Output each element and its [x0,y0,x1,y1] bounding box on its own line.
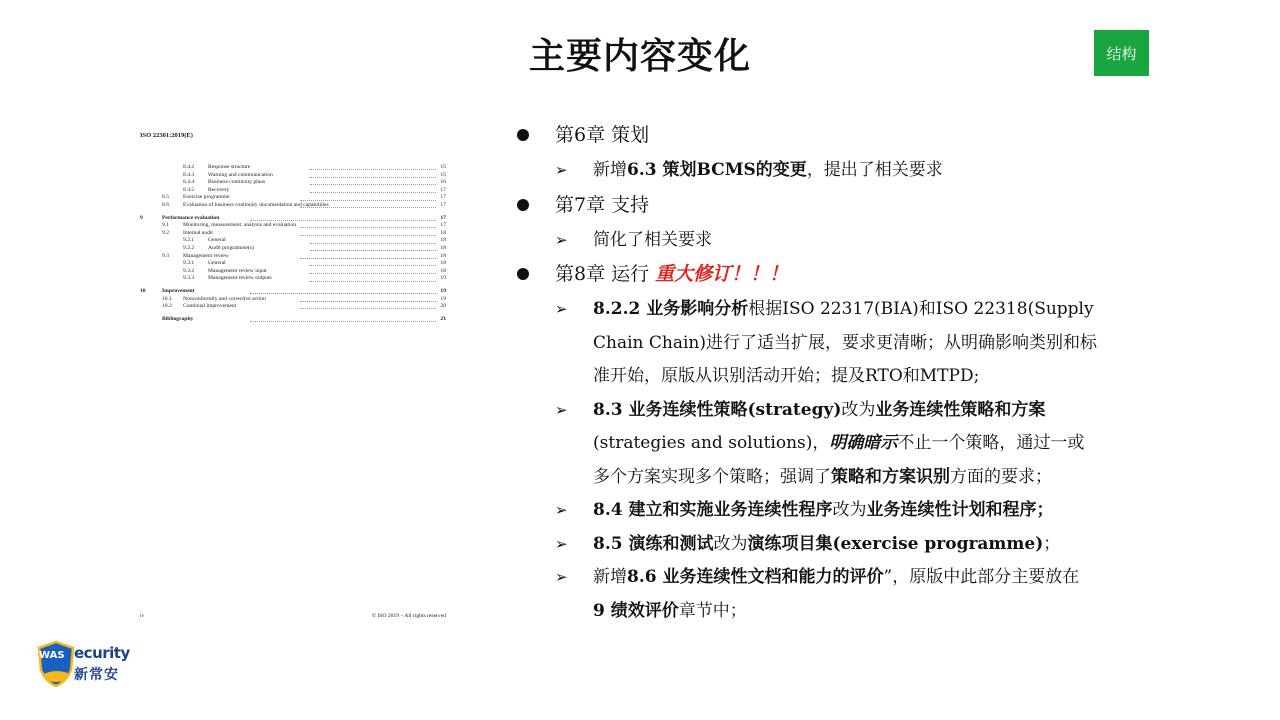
toc-row [140,230,446,238]
toc-number: 8.6 [162,201,169,208]
logo-shield-text: WAS [39,650,65,661]
arrow-bullet-icon: ➢ [555,161,568,179]
iso-document-thumbnail [140,128,446,628]
toc-number: 8.4.3 [183,171,195,178]
toc-leader-dots [310,281,436,282]
toc-page: 18 [440,229,446,236]
toc-number: 10.2 [162,303,172,310]
toc-title: General [208,260,226,267]
toc-page: 15 [440,171,446,178]
toc-number: 9.3.2 [183,267,195,274]
wasecurity-logo [36,640,136,688]
toc-title: Monitoring, measurement, analysis and evaluation [183,222,297,229]
structure-tag[interactable]: 结构 [1094,30,1149,76]
sub-bullet-8-5: ➢ 8.5 演练和测试改为演练项目集(exercise programme)； [515,528,1155,562]
arrow-bullet-icon: ➢ [555,300,568,318]
toc-leader-dots [300,227,436,228]
toc-leader-dots [300,200,436,201]
toc-row [140,164,446,172]
sub-bullet-8-3: ➢ 8.3 业务连续性策略(strategy)改为业务连续性策略和方案 (strategies and solutions)，明确暗示不止一个策略，通过一或 多个方案实现多个策略；强调了策略和方案识别方面的要求； [515,394,1155,495]
toc-leader-dots [300,235,436,236]
toc-leader-dots [250,220,436,221]
toc-row [140,202,446,210]
toc-title: Continual improvement [183,303,237,310]
doc-header: ISO 22301:2019(E) [140,132,193,139]
bullet-ch7: 第7章 支持 [515,188,1155,224]
toc-leader-dots [310,265,436,266]
toc-page: 18 [440,267,446,274]
bullet-ch6: 第6章 策划 [515,118,1155,154]
toc-leader-dots [300,258,436,259]
toc-leader-dots [250,321,436,322]
toc-page: 19 [440,295,446,302]
sub-bullet-8-2-2: ➢ 8.2.2 业务影响分析根据ISO 22317(BIA)和ISO 22318(Supply Chain Chain)进行了适当扩展，要求更清晰；从明确影响类别和标 准开始，原版从识别活动开始；提及RTO和MTPD; [515,293,1155,394]
arrow-bullet-icon: ➢ [555,568,568,586]
toc-number: 9.3.1 [183,260,195,267]
toc-title: Performance evaluation [162,214,220,221]
toc-title: Improvement [162,287,195,294]
toc-page: 18 [440,244,446,251]
toc-row [140,296,446,304]
arrow-bullet-icon: ➢ [555,400,568,419]
toc-page: 19 [440,287,446,294]
toc-number: 9.2.1 [183,237,195,244]
toc-row [140,179,446,187]
toc-title: Exercise programme [183,194,230,201]
toc-number: 10.1 [162,295,172,302]
toc-leader-dots [250,293,436,294]
sub-bullet-8-4: ➢ 8.4 建立和实施业务连续性程序改为业务连续性计划和程序； [515,494,1155,528]
toc-page: 21 [440,315,446,322]
bullet-dot-icon [517,268,529,280]
toc-number: 8.4.4 [183,179,195,186]
doc-toc [140,164,446,323]
sub-bullet-7: ➢ 简化了相关要求 [515,224,1155,258]
toc-page: 17 [440,186,446,193]
toc-row [140,316,446,324]
arrow-bullet-icon: ➢ [555,501,568,519]
toc-title: Management review input [208,267,267,274]
bullet-dot-icon [517,129,529,141]
toc-leader-dots [310,169,436,170]
toc-row [140,275,446,283]
toc-number: 9.3.3 [183,275,195,282]
toc-title: Audit programme(s) [208,244,254,251]
sub-bullet-6-3: ➢ 新增6.3 策划BCMS的变更，提出了相关要求 [515,154,1155,188]
change-list [515,118,1155,628]
toc-leader-dots [300,301,436,302]
toc-leader-dots [310,177,436,178]
major-revision-emphasis: 重大修订！！！ [655,263,789,285]
toc-page: 18 [440,252,446,259]
toc-page: 17 [440,201,446,208]
logo-text: ecurity [74,644,130,662]
shield-icon [36,640,76,688]
toc-title: Management review outputs [208,275,272,282]
toc-row [140,194,446,202]
toc-row [140,268,446,276]
toc-number: 8.4.2 [183,164,195,170]
slide-title: 主要内容变化 [528,36,751,77]
toc-page: 19 [440,275,446,282]
toc-row [140,253,446,261]
toc-title: Warning and communication [208,171,273,178]
logo-chinese: 新常安 [74,667,119,683]
toc-leader-dots [310,243,436,244]
toc-row [140,260,446,268]
toc-number: 9.2.2 [183,244,195,251]
toc-number: 9.2 [162,229,169,236]
toc-leader-dots [300,207,436,208]
toc-row [140,245,446,253]
toc-leader-dots [310,192,436,193]
sub-bullet-8-6: ➢ 新增8.6 业务连续性文档和能力的评价”，原版中此部分主要放在 9 绩效评价章节中； [515,561,1155,628]
toc-row [140,172,446,180]
toc-title: Response structure [208,164,251,170]
bullet-ch8: 第8章 运行 重大修订！！！ [515,257,1155,293]
toc-leader-dots [310,250,436,251]
toc-title: Evaluation of business continuity documentation and capabilities [183,201,329,208]
toc-page: 17 [440,194,446,201]
arrow-bullet-icon: ➢ [555,230,568,249]
toc-leader-dots [310,273,436,274]
toc-row [140,303,446,311]
toc-number: 8.4.5 [183,186,195,193]
toc-title: Recovery [208,186,230,193]
toc-page: 20 [440,303,446,310]
arrow-bullet-icon: ➢ [555,534,568,553]
toc-title: Internal audit [183,229,213,236]
toc-number: 9 [140,214,143,221]
doc-footer-copyright: © ISO 2019 – All rights reserved [371,613,446,619]
toc-page: 18 [440,237,446,244]
toc-title: General [208,237,226,244]
toc-title: Management review [183,252,229,259]
doc-footer-page: iv [140,613,145,619]
toc-number: 9.3 [162,252,169,259]
toc-leader-dots [310,184,436,185]
toc-page: 16 [440,179,446,186]
toc-page: 17 [440,214,446,221]
toc-row [140,222,446,230]
toc-number: 10 [140,287,146,294]
toc-leader-dots [300,308,436,309]
toc-page: 17 [440,222,446,229]
toc-number: 8.5 [162,194,169,201]
toc-title: Business continuity plans [208,179,266,186]
toc-row [140,237,446,245]
bullet-dot-icon [517,199,529,211]
toc-page: 15 [440,164,446,170]
toc-title: Bibliography [162,315,194,322]
toc-row [140,187,446,195]
toc-number: 9.1 [162,222,169,229]
toc-row [140,288,446,296]
toc-title: Nonconformity and corrective action [183,295,266,302]
toc-row [140,215,446,223]
toc-page: 18 [440,260,446,267]
